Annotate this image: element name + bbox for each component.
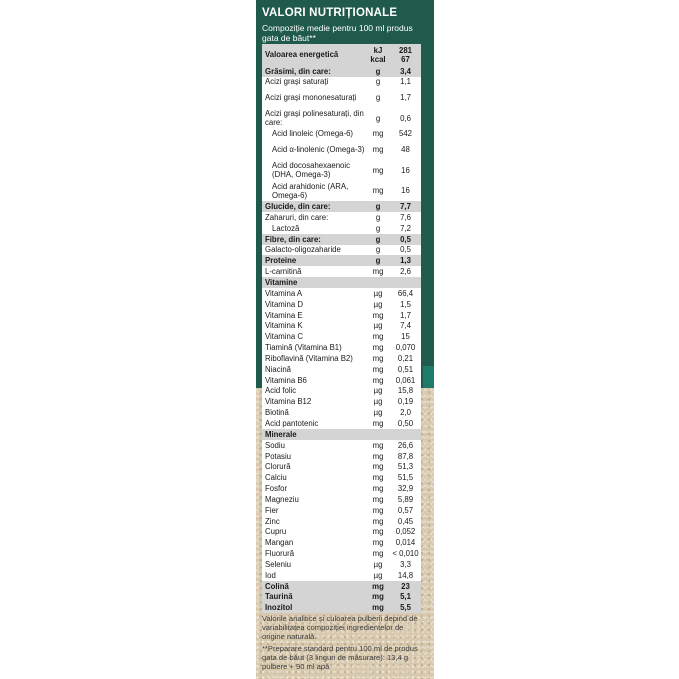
table-row bbox=[262, 429, 421, 440]
nutrient-value: 3,3 bbox=[400, 559, 411, 569]
nutrient-name: Acid pantotenic bbox=[265, 418, 319, 428]
nutrient-unit: mg bbox=[372, 516, 384, 526]
table-row bbox=[262, 364, 421, 375]
table-row bbox=[262, 212, 421, 223]
nutrient-unit: mg bbox=[372, 581, 384, 591]
table-row bbox=[262, 234, 421, 245]
table-row bbox=[262, 108, 421, 129]
nutrient-name: Zinc bbox=[265, 516, 280, 526]
nutrient-name: Inozitol bbox=[265, 603, 293, 613]
nutrient-value: 0,45 bbox=[397, 516, 414, 526]
table-row bbox=[262, 418, 421, 429]
nutrient-name: Valoarea energetică bbox=[265, 50, 339, 60]
nutrient-name: Taurină bbox=[265, 592, 293, 602]
nutrient-value: 51,3 bbox=[397, 462, 414, 472]
nutrient-unit: mg bbox=[372, 527, 384, 537]
nutrient-name: Vitamina D bbox=[265, 299, 303, 309]
table-row bbox=[262, 77, 421, 88]
nutrient-unit: µg bbox=[373, 570, 383, 580]
footer-note-variability: Valorile analitice și culoarea pulberii depind de variabilitatea compoziției ingredientelor de origine naturală. bbox=[262, 614, 418, 641]
nutrient-value: 0,57 bbox=[397, 505, 414, 515]
nutrient-unit: mg bbox=[372, 364, 384, 374]
nutrient-name: Proteine bbox=[265, 256, 297, 266]
nutrient-name: Riboflavină (Vitamina B2) bbox=[265, 353, 353, 363]
table-row bbox=[262, 526, 421, 537]
footer-note-preparation: **Preparare standard pentru 100 ml de produs gata de băut (3 linguri de măsurare): 13,4 g pulbere + 90 ml apă bbox=[262, 644, 418, 671]
nutrient-value: 1,5 bbox=[400, 299, 411, 309]
table-row bbox=[262, 223, 421, 234]
nutrient-value: 16 bbox=[401, 165, 410, 175]
nutrient-value: 1,7 bbox=[400, 93, 411, 103]
nutrient-value: 5,1 bbox=[400, 592, 411, 602]
nutrient-unit: g bbox=[375, 77, 381, 87]
nutrient-name: Magneziu bbox=[265, 494, 299, 504]
page-title: VALORI NUTRIȚIONALE bbox=[262, 7, 398, 19]
nutrient-value: 16 bbox=[401, 186, 410, 196]
nutrient-value: 2,0 bbox=[400, 408, 411, 418]
nutrient-name: Acid linoleic (Omega-6) bbox=[272, 129, 354, 139]
nutrient-value: 0,21 bbox=[397, 353, 414, 363]
table-row bbox=[262, 310, 421, 321]
nutrient-unit: mg bbox=[372, 165, 384, 175]
nutrient-value: 51,5 bbox=[397, 473, 414, 483]
nutrient-name: Vitamina C bbox=[265, 332, 303, 342]
nutrient-value: 7,4 bbox=[400, 321, 411, 331]
table-row bbox=[262, 581, 421, 592]
nutrient-unit: g bbox=[375, 223, 381, 233]
table-row bbox=[262, 559, 421, 570]
nutrient-name: L-carnitină bbox=[265, 267, 302, 277]
nutrient-name: Colină bbox=[265, 581, 289, 591]
nutrient-value: < 0,010 bbox=[392, 549, 419, 559]
nutrient-unit: mg bbox=[372, 440, 384, 450]
table-row bbox=[262, 331, 421, 342]
table-row bbox=[262, 548, 421, 559]
nutrient-unit: g bbox=[375, 245, 381, 255]
nutrient-name: Vitamina E bbox=[265, 310, 303, 320]
nutrient-name: Niacină bbox=[265, 364, 292, 374]
nutrient-value: 0,052 bbox=[395, 527, 416, 537]
nutrient-unit: µg bbox=[373, 408, 383, 418]
nutrient-name: Minerale bbox=[265, 429, 297, 439]
nutrient-unit: mg bbox=[372, 538, 384, 548]
nutrient-name: Mangan bbox=[265, 538, 294, 548]
nutrient-unit: g bbox=[375, 66, 381, 76]
table-row bbox=[262, 440, 421, 451]
nutrient-unit: mg bbox=[372, 267, 384, 277]
table-row bbox=[262, 483, 421, 494]
nutrient-name: Zaharuri, din care: bbox=[265, 212, 329, 222]
nutrient-value: 7,2 bbox=[400, 223, 411, 233]
nutrient-name: Clorură bbox=[265, 462, 291, 472]
table-row bbox=[262, 505, 421, 516]
nutrient-unit: mg bbox=[372, 549, 384, 559]
nutrient-name: Fibre, din care: bbox=[265, 234, 321, 244]
nutrient-value: 0,19 bbox=[397, 397, 414, 407]
nutrient-unit: mg bbox=[372, 186, 384, 196]
nutrient-name: Acid α-linolenic (Omega-3) bbox=[272, 145, 365, 155]
nutrient-value: 0,50 bbox=[397, 418, 414, 428]
table-row bbox=[262, 255, 421, 266]
nutrient-unit: µg bbox=[373, 559, 383, 569]
nutrient-name: Vitamina K bbox=[265, 321, 303, 331]
nutrient-name: Glucide, din care: bbox=[265, 202, 331, 212]
nutrient-value: 15 bbox=[401, 332, 410, 342]
table-row bbox=[262, 266, 421, 277]
nutrient-name: Cupru bbox=[265, 527, 287, 537]
table-row bbox=[262, 139, 421, 160]
nutrient-unit: mg bbox=[372, 129, 384, 139]
nutrient-name: Grăsimi, din care: bbox=[265, 66, 331, 76]
nutrient-name: Acizi grași mononesaturați bbox=[265, 93, 357, 103]
table-row bbox=[262, 472, 421, 483]
nutrient-value: 3,4 bbox=[400, 66, 411, 76]
nutrient-value: 48 bbox=[401, 145, 410, 155]
nutrient-value: 32,9 bbox=[397, 484, 414, 494]
nutrient-value: 0,51 bbox=[397, 364, 414, 374]
nutrient-name: Acid folic bbox=[265, 386, 297, 396]
nutrient-value: 281 67 bbox=[398, 45, 412, 64]
nutrient-value: 23 bbox=[401, 581, 410, 591]
nutrient-value: 1,1 bbox=[400, 77, 411, 87]
nutrient-name: Fluorură bbox=[265, 549, 295, 559]
nutrient-name: Acid docosahexaenoic (DHA, Omega-3) bbox=[272, 161, 351, 180]
table-row bbox=[262, 537, 421, 548]
nutrient-name: Iod bbox=[265, 570, 276, 580]
table-row bbox=[262, 461, 421, 472]
nutrient-value: 0,5 bbox=[400, 234, 411, 244]
table-row bbox=[262, 87, 421, 108]
nutrient-unit: µg bbox=[373, 386, 383, 396]
nutrient-value: 0,061 bbox=[395, 375, 416, 385]
table-row bbox=[262, 407, 421, 418]
table-row bbox=[262, 201, 421, 212]
nutrient-unit: g bbox=[375, 234, 381, 244]
nutrient-unit: mg bbox=[372, 145, 384, 155]
nutrient-value: 1,3 bbox=[400, 256, 411, 266]
nutrient-name: Vitamina A bbox=[265, 288, 303, 298]
table-row bbox=[262, 44, 421, 66]
nutrient-name: Calciu bbox=[265, 473, 287, 483]
nutrient-unit: µg bbox=[373, 288, 383, 298]
nutrient-value: 26,6 bbox=[397, 440, 414, 450]
table-row bbox=[262, 375, 421, 386]
nutrient-name: Sodiu bbox=[265, 440, 285, 450]
nutrient-unit: µg bbox=[373, 321, 383, 331]
table-row bbox=[262, 342, 421, 353]
nutrient-value: 7,7 bbox=[400, 202, 411, 212]
nutrient-name: Acizi grași saturați bbox=[265, 77, 329, 87]
table-row bbox=[262, 66, 421, 77]
nutrient-unit: mg bbox=[372, 451, 384, 461]
nutrient-unit: mg bbox=[372, 484, 384, 494]
nutrient-unit: g bbox=[375, 202, 381, 212]
nutrient-value: 5,5 bbox=[400, 603, 411, 613]
nutrient-unit: kJ kcal bbox=[370, 45, 386, 64]
table-row bbox=[262, 386, 421, 397]
table-row bbox=[262, 570, 421, 581]
nutrient-unit: mg bbox=[372, 353, 384, 363]
nutrient-unit: mg bbox=[372, 592, 384, 602]
table-row bbox=[262, 245, 421, 256]
nutrient-value: 0,6 bbox=[400, 113, 411, 123]
nutrient-unit: mg bbox=[372, 343, 384, 353]
nutrient-value: 1,7 bbox=[400, 310, 411, 320]
table-row bbox=[262, 494, 421, 505]
footer-notes bbox=[262, 614, 428, 674]
nutrient-name: Seleniu bbox=[265, 559, 292, 569]
nutrient-name: Fosfor bbox=[265, 484, 288, 494]
table-row bbox=[262, 129, 421, 140]
table-row bbox=[262, 288, 421, 299]
table-row bbox=[262, 602, 421, 613]
nutrient-value: 0,5 bbox=[400, 245, 411, 255]
nutrient-name: Fier bbox=[265, 505, 279, 515]
nutrient-unit: g bbox=[375, 212, 381, 222]
nutrient-name: Vitamina B6 bbox=[265, 375, 307, 385]
nutrient-unit: mg bbox=[372, 473, 384, 483]
nutrient-unit: g bbox=[375, 256, 381, 266]
table-row bbox=[262, 353, 421, 364]
nutrient-name: Lactoză bbox=[272, 223, 300, 233]
table-row bbox=[262, 299, 421, 310]
nutrient-value: 14,8 bbox=[397, 570, 414, 580]
nutrient-value: 0,014 bbox=[395, 538, 416, 548]
nutrient-value: 2,6 bbox=[400, 267, 411, 277]
nutrient-unit: mg bbox=[372, 418, 384, 428]
nutrient-name: Acizi grași polinesaturați, din care: bbox=[265, 109, 364, 128]
table-row bbox=[262, 181, 421, 202]
nutrient-unit: mg bbox=[372, 332, 384, 342]
nutrient-name: Potasiu bbox=[265, 451, 292, 461]
nutrient-unit: g bbox=[375, 93, 381, 103]
table-row bbox=[262, 396, 421, 407]
nutrient-name: Biotină bbox=[265, 408, 289, 418]
nutrient-value: 87,8 bbox=[397, 451, 414, 461]
nutrient-name: Galacto-oligozaharide bbox=[265, 245, 341, 255]
nutrient-unit: mg bbox=[372, 494, 384, 504]
table-row bbox=[262, 451, 421, 462]
nutrient-value: 15,8 bbox=[397, 386, 414, 396]
nutrient-name: Vitamina B12 bbox=[265, 397, 312, 407]
table-row bbox=[262, 277, 421, 288]
table-row bbox=[262, 160, 421, 181]
nutrient-unit: µg bbox=[373, 299, 383, 309]
panel-edge-tab bbox=[423, 366, 434, 388]
nutrient-unit: µg bbox=[373, 397, 383, 407]
nutrient-value: 542 bbox=[398, 129, 412, 139]
nutrient-value: 0,070 bbox=[395, 343, 416, 353]
nutrient-name: Tiamină (Vitamina B1) bbox=[265, 343, 342, 353]
nutrient-value: 7,6 bbox=[400, 212, 411, 222]
nutrient-value: 5,89 bbox=[397, 494, 414, 504]
table-row bbox=[262, 516, 421, 527]
nutrient-unit: mg bbox=[372, 462, 384, 472]
nutrient-name: Vitamine bbox=[265, 278, 298, 287]
page-subtitle: Compoziție medie pentru 100 ml produs gata de băut** bbox=[262, 23, 413, 43]
nutrient-unit: mg bbox=[372, 310, 384, 320]
nutrient-name: Acid arahidonic (ARA, Omega-6) bbox=[272, 181, 349, 200]
nutrient-unit: g bbox=[375, 113, 381, 123]
nutrition-table bbox=[262, 44, 421, 613]
table-row bbox=[262, 592, 421, 603]
nutrient-unit: mg bbox=[372, 375, 384, 385]
nutrient-unit: mg bbox=[372, 603, 384, 613]
nutrient-value: 66,4 bbox=[397, 288, 414, 298]
nutrient-unit: mg bbox=[372, 505, 384, 515]
table-row bbox=[262, 320, 421, 331]
